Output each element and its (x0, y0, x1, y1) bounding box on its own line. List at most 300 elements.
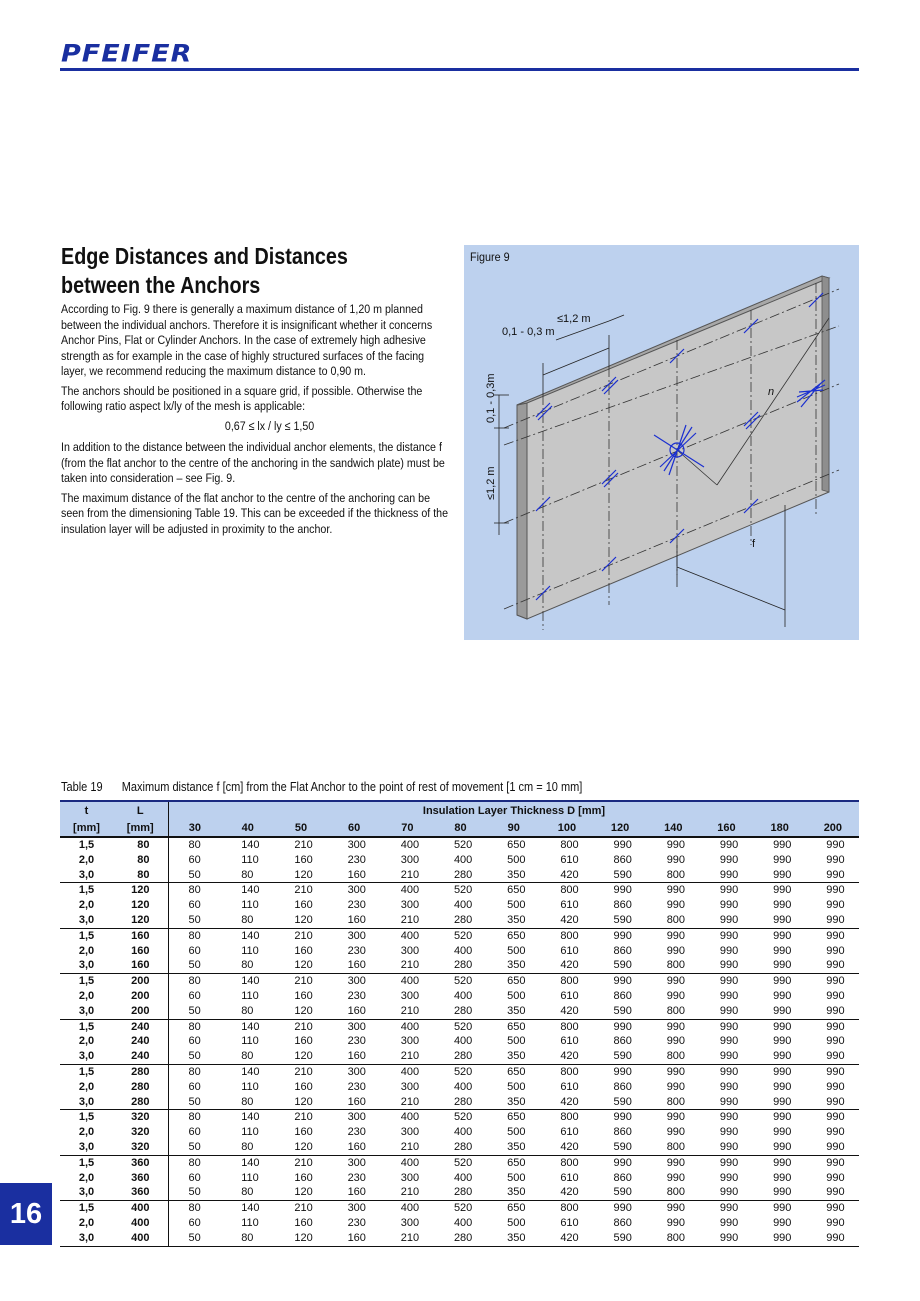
cell-distance-value: 160 (328, 1140, 381, 1155)
cell-length-l: 80 (113, 868, 168, 883)
cell-distance-value: 990 (666, 1202, 686, 1215)
cell-distance-value: 280 (434, 1185, 487, 1200)
cell-distance-value: 120 (274, 958, 327, 973)
cell-distance-value: 400 (400, 1156, 420, 1169)
table-number: Table 19 (61, 780, 103, 794)
cell-distance-value: 500 (507, 989, 526, 1002)
cell-distance-value: 60 (188, 1171, 201, 1184)
cell-distance-value: 610 (560, 899, 579, 912)
cell-distance-value: 990 (666, 884, 686, 897)
label-edge-distance-top: 0,1 - 0,3 m (502, 326, 555, 338)
section-title-line2: between the Anchors (61, 272, 261, 298)
cell-distance-value: 990 (666, 1065, 686, 1078)
table-row (60, 913, 859, 928)
cell-distance-value: 60 (188, 944, 201, 957)
cell-distance-value: 160 (328, 1185, 381, 1200)
cell-distance-value: 860 (613, 1035, 632, 1048)
cell-distance-value: 990 (773, 929, 792, 942)
cell-distance-value: 990 (826, 899, 845, 912)
cell-distance-value: 990 (753, 1095, 806, 1110)
cell-distance-value: 50 (168, 1004, 221, 1019)
cell-distance-value: 990 (613, 1156, 632, 1169)
cell-distance-value: 500 (507, 1216, 526, 1229)
insulation-thickness-header: 120 (594, 819, 647, 837)
cell-distance-value: 990 (719, 1171, 739, 1184)
cell-distance-value: 650 (507, 839, 526, 851)
cell-thickness-t: 2,0 (78, 944, 95, 957)
cell-distance-value: 60 (188, 1126, 201, 1139)
cell-distance-value: 990 (826, 1171, 845, 1184)
cell-distance-value: 990 (700, 1231, 753, 1246)
cell-distance-value: 590 (594, 1095, 647, 1110)
cell-thickness-t: 2,0 (78, 1126, 95, 1139)
cell-distance-value: 990 (719, 884, 739, 897)
cell-distance-value: 60 (188, 1035, 201, 1048)
cell-distance-value: 990 (719, 929, 739, 942)
cell-distance-value: 230 (347, 1216, 366, 1229)
cell-distance-value: 110 (241, 1126, 259, 1139)
cell-distance-value: 160 (328, 913, 381, 928)
page-number: 16 (0, 1183, 52, 1245)
table-row (60, 1110, 859, 1125)
table-row (60, 1140, 859, 1155)
cell-distance-value: 990 (719, 1065, 739, 1078)
cell-distance-value: 990 (613, 1020, 632, 1033)
cell-distance-value: 300 (347, 1156, 366, 1169)
table-row (60, 868, 859, 883)
cell-distance-value: 990 (773, 853, 792, 866)
cell-distance-value: 990 (666, 944, 686, 957)
cell-thickness-t: 2,0 (78, 1080, 95, 1093)
cell-distance-value: 590 (594, 913, 647, 928)
cell-distance-value: 610 (560, 1216, 579, 1229)
cell-distance-value: 500 (507, 944, 526, 957)
cell-length-l: 280 (113, 1064, 168, 1079)
cell-distance-value: 120 (274, 1004, 327, 1019)
cell-distance-value: 120 (274, 1140, 327, 1155)
cell-distance-value: 300 (347, 884, 366, 897)
cell-length-l: 120 (113, 883, 168, 898)
cell-distance-value: 860 (613, 1171, 632, 1184)
cell-distance-value: 990 (753, 958, 806, 973)
cell-distance-value: 210 (381, 1049, 434, 1064)
cell-distance-value: 990 (806, 1004, 859, 1019)
cell-distance-value: 140 (241, 884, 260, 897)
cell-distance-value: 990 (666, 929, 686, 942)
cell-distance-value: 520 (453, 1020, 473, 1033)
cell-distance-value: 80 (188, 1202, 201, 1215)
pfeifer-logo: PFEIFER (61, 40, 193, 68)
label-edge-distance-left: 0,1 - 0,3m (485, 373, 497, 423)
table-row (60, 974, 859, 989)
cell-distance-value: 160 (294, 1171, 313, 1184)
cell-distance-value: 80 (221, 1140, 274, 1155)
cell-distance-value: 210 (381, 1185, 434, 1200)
insulation-thickness-header: 70 (381, 819, 434, 837)
cell-distance-value: 800 (560, 1156, 579, 1169)
cell-distance-value: 300 (400, 989, 420, 1002)
cell-distance-value: 990 (666, 1156, 686, 1169)
cell-distance-value: 280 (434, 913, 487, 928)
cell-distance-value: 990 (773, 1065, 792, 1078)
cell-length-l: 240 (113, 1034, 168, 1049)
label-f: f (752, 538, 756, 550)
cell-distance-value: 610 (560, 989, 579, 1002)
cell-distance-value: 300 (400, 853, 420, 866)
cell-distance-value: 300 (400, 1080, 420, 1093)
cell-distance-value: 400 (453, 899, 473, 912)
cell-length-l: 120 (113, 913, 168, 928)
cell-distance-value: 50 (168, 1049, 221, 1064)
cell-distance-value: 520 (453, 1111, 473, 1124)
cell-distance-value: 400 (453, 853, 473, 866)
cell-distance-value: 990 (753, 868, 806, 883)
cell-distance-value: 990 (826, 1065, 845, 1078)
table-row (60, 928, 859, 943)
cell-distance-value: 990 (613, 884, 632, 897)
cell-thickness-t: 3,0 (60, 1140, 113, 1155)
cell-thickness-t: 2,0 (78, 853, 95, 866)
cell-distance-value: 990 (613, 839, 632, 851)
cell-distance-value: 650 (507, 929, 526, 942)
table-header-row-1 (60, 801, 859, 819)
cell-distance-value: 50 (168, 958, 221, 973)
cell-distance-value: 990 (773, 1035, 792, 1048)
table-row (60, 989, 859, 1004)
cell-distance-value: 990 (719, 853, 739, 866)
table-row (60, 958, 859, 973)
cell-distance-value: 110 (241, 989, 259, 1002)
cell-distance-value: 990 (806, 913, 859, 928)
insulation-thickness-header: 60 (328, 819, 381, 837)
cell-distance-value: 800 (560, 839, 579, 851)
cell-distance-value: 650 (507, 1065, 526, 1078)
panel-edge-left (517, 403, 527, 619)
paragraph-1: According to Fig. 9 there is generally a maximum distance of 1,20 m planned between the individual anchors. Therefore it is insignificant whether it concerns Anchor Pins, Flat or Cylinder Anchors. In the case of extremely high adhesive strength as for example in the case of highly structured surfaces of the facing layer, we recommend reducing the maximum distance to 0,90 m. (61, 302, 433, 378)
cell-distance-value: 210 (294, 884, 313, 897)
cell-distance-value: 420 (540, 1231, 593, 1246)
cell-distance-value: 160 (328, 1004, 381, 1019)
cell-distance-value: 400 (400, 1065, 420, 1078)
cell-distance-value: 210 (294, 1202, 313, 1215)
distance-table (60, 800, 859, 1247)
table-row (60, 1019, 859, 1034)
cell-distance-value: 990 (773, 1020, 792, 1033)
cell-distance-value: 590 (594, 1140, 647, 1155)
cell-distance-value: 990 (700, 958, 753, 973)
cell-distance-value: 990 (826, 1020, 845, 1033)
cell-distance-value: 520 (453, 1202, 473, 1215)
cell-distance-value: 990 (773, 899, 792, 912)
cell-distance-value: 420 (540, 1185, 593, 1200)
cell-distance-value: 350 (487, 1095, 540, 1110)
cell-distance-value: 140 (241, 1202, 260, 1215)
cell-distance-value: 990 (826, 1216, 845, 1229)
cell-distance-value: 400 (453, 1216, 473, 1229)
cell-distance-value: 990 (700, 913, 753, 928)
table-row (60, 1004, 859, 1019)
table-row (60, 1080, 859, 1095)
cell-distance-value: 800 (560, 929, 579, 942)
cell-thickness-t: 1,5 (78, 1156, 95, 1169)
cell-distance-value: 650 (507, 1020, 526, 1033)
cell-length-l: 400 (113, 1201, 168, 1216)
cell-distance-value: 400 (453, 1035, 473, 1048)
table-row (60, 1064, 859, 1079)
cell-distance-value: 160 (328, 1049, 381, 1064)
cell-distance-value: 990 (806, 1185, 859, 1200)
cell-distance-value: 120 (274, 1185, 327, 1200)
cell-distance-value: 280 (434, 1095, 487, 1110)
cell-distance-value: 160 (294, 944, 313, 957)
panel-edge-right (822, 276, 829, 492)
table-row (60, 1095, 859, 1110)
cell-distance-value: 990 (826, 1035, 845, 1048)
sandwich-panel-diagram (464, 245, 859, 640)
cell-distance-value: 230 (347, 1035, 366, 1048)
cell-distance-value: 420 (540, 958, 593, 973)
cell-distance-value: 420 (540, 1095, 593, 1110)
insulation-group-header: Insulation Layer Thickness D [mm] (168, 801, 859, 819)
label-max-distance-top: ≤1,2 m (557, 313, 591, 325)
cell-distance-value: 500 (507, 899, 526, 912)
cell-distance-value: 650 (507, 1156, 526, 1169)
cell-distance-value: 800 (647, 958, 700, 973)
cell-distance-value: 110 (241, 853, 259, 866)
cell-distance-value: 140 (241, 1020, 260, 1033)
cell-thickness-t: 2,0 (78, 1171, 95, 1184)
table-row (60, 898, 859, 913)
cell-distance-value: 300 (347, 1111, 366, 1124)
cell-distance-value: 990 (666, 989, 686, 1002)
cell-distance-value: 500 (507, 1171, 526, 1184)
cell-distance-value: 120 (274, 1231, 327, 1246)
table-row (60, 1049, 859, 1064)
cell-distance-value: 300 (400, 1126, 420, 1139)
cell-distance-value: 990 (806, 1049, 859, 1064)
cell-distance-value: 990 (666, 899, 686, 912)
cell-distance-value: 160 (294, 1126, 313, 1139)
cell-length-l: 240 (113, 1019, 168, 1034)
cell-distance-value: 280 (434, 1004, 487, 1019)
cell-distance-value: 400 (400, 975, 420, 988)
cell-distance-value: 210 (294, 1156, 313, 1169)
cell-distance-value: 610 (560, 1126, 579, 1139)
cell-distance-value: 80 (221, 1004, 274, 1019)
cell-length-l: 320 (113, 1110, 168, 1125)
cell-distance-value: 280 (434, 868, 487, 883)
cell-distance-value: 60 (188, 1216, 201, 1229)
cell-distance-value: 230 (347, 1171, 366, 1184)
cell-distance-value: 60 (188, 853, 201, 866)
cell-distance-value: 590 (594, 1231, 647, 1246)
cell-distance-value: 650 (507, 975, 526, 988)
cell-distance-value: 990 (826, 1111, 845, 1124)
paragraph-3: In addition to the distance between the individual anchor elements, the distance f (from the flat anchor to the centre of the anchoring in the sandwich plate) must be taken into consideration – see Fig. 9. (61, 440, 445, 485)
cell-distance-value: 520 (453, 975, 473, 988)
cell-distance-value: 60 (188, 899, 201, 912)
cell-distance-value: 990 (613, 1202, 632, 1215)
cell-distance-value: 280 (434, 1231, 487, 1246)
insulation-thickness-header: 80 (434, 819, 487, 837)
cell-thickness-t: 2,0 (78, 1216, 95, 1229)
cell-distance-value: 160 (328, 1231, 381, 1246)
cell-distance-value: 120 (274, 1049, 327, 1064)
cell-distance-value: 990 (826, 989, 845, 1002)
cell-thickness-t: 3,0 (60, 1185, 113, 1200)
cell-distance-value: 990 (719, 1216, 739, 1229)
cell-distance-value: 800 (560, 1020, 579, 1033)
cell-distance-value: 160 (328, 868, 381, 883)
cell-length-l: 320 (113, 1140, 168, 1155)
cell-distance-value: 500 (507, 853, 526, 866)
paragraph-4: The maximum distance of the flat anchor to the centre of the anchoring can be seen from the dimensioning Table 19. This can be exceeded if the thickness of the insulation layer will be adjusted in proximity to the anchor. (61, 490, 449, 536)
cell-distance-value: 990 (700, 1185, 753, 1200)
table-title: Maximum distance f [cm] from the Flat Anchor to the point of rest of movement [1 cm = 10 mm] (121, 780, 583, 794)
cell-distance-value: 990 (719, 1126, 739, 1139)
cell-distance-value: 210 (381, 958, 434, 973)
cell-length-l: 200 (113, 989, 168, 1004)
cell-distance-value: 50 (168, 913, 221, 928)
cell-distance-value: 350 (487, 868, 540, 883)
cell-distance-value: 990 (826, 1080, 845, 1093)
cell-distance-value: 590 (594, 1185, 647, 1200)
table-row (60, 1185, 859, 1200)
cell-distance-value: 80 (221, 868, 274, 883)
cell-distance-value: 400 (453, 989, 473, 1002)
cell-distance-value: 990 (719, 1020, 739, 1033)
cell-distance-value: 800 (647, 1004, 700, 1019)
cell-distance-value: 400 (400, 884, 420, 897)
cell-distance-value: 500 (507, 1126, 526, 1139)
cell-distance-value: 280 (434, 958, 487, 973)
cell-distance-value: 400 (453, 1171, 473, 1184)
cell-distance-value: 590 (594, 958, 647, 973)
cell-distance-value: 300 (400, 1035, 420, 1048)
cell-distance-value: 400 (400, 839, 420, 851)
cell-distance-value: 300 (347, 929, 366, 942)
cell-distance-value: 350 (487, 1231, 540, 1246)
figure-caption: Figure 9 (470, 250, 510, 264)
cell-distance-value: 80 (221, 1185, 274, 1200)
cell-distance-value: 80 (221, 913, 274, 928)
table-row (60, 1201, 859, 1216)
cell-length-l: 80 (113, 853, 168, 868)
cell-distance-value: 110 (241, 899, 259, 912)
cell-distance-value: 990 (773, 884, 792, 897)
col-t-unit: [mm] (60, 819, 113, 837)
cell-distance-value: 80 (188, 884, 201, 897)
cell-distance-value: 300 (347, 1020, 366, 1033)
cell-distance-value: 990 (826, 1126, 845, 1139)
cell-distance-value: 990 (806, 1231, 859, 1246)
cell-distance-value: 990 (806, 958, 859, 973)
cell-distance-value: 120 (274, 913, 327, 928)
cell-distance-value: 350 (487, 1140, 540, 1155)
cell-thickness-t: 1,5 (78, 1111, 95, 1124)
cell-distance-value: 230 (347, 899, 366, 912)
cell-length-l: 360 (113, 1171, 168, 1186)
cell-distance-value: 520 (453, 884, 473, 897)
col-t-header: t (60, 801, 113, 819)
cell-distance-value: 110 (241, 1171, 259, 1184)
cell-distance-value: 50 (168, 1231, 221, 1246)
insulation-thickness-header: 200 (806, 819, 859, 837)
cell-distance-value: 500 (507, 1080, 526, 1093)
cell-distance-value: 110 (241, 1216, 259, 1229)
cell-distance-value: 860 (613, 944, 632, 957)
insulation-thickness-header: 50 (274, 819, 327, 837)
cell-distance-value: 230 (347, 853, 366, 866)
cell-length-l: 160 (113, 958, 168, 973)
cell-thickness-t: 2,0 (78, 989, 95, 1002)
cell-length-l: 200 (113, 1004, 168, 1019)
cell-distance-value: 990 (700, 868, 753, 883)
cell-distance-value: 990 (806, 1095, 859, 1110)
cell-length-l: 160 (113, 944, 168, 959)
cell-distance-value: 990 (613, 1111, 632, 1124)
cell-distance-value: 520 (453, 929, 473, 942)
cell-distance-value: 350 (487, 1185, 540, 1200)
cell-distance-value: 420 (540, 1049, 593, 1064)
table-row (60, 1216, 859, 1231)
cell-distance-value: 990 (719, 944, 739, 957)
cell-distance-value: 990 (719, 899, 739, 912)
insulation-thickness-header: 30 (168, 819, 221, 837)
cell-distance-value: 350 (487, 958, 540, 973)
cell-distance-value: 990 (700, 1004, 753, 1019)
cell-distance-value: 860 (613, 989, 632, 1002)
cell-distance-value: 160 (328, 958, 381, 973)
cell-distance-value: 160 (294, 899, 313, 912)
cell-distance-value: 110 (241, 944, 259, 957)
cell-distance-value: 210 (294, 839, 313, 851)
cell-distance-value: 120 (274, 1095, 327, 1110)
cell-distance-value: 990 (773, 944, 792, 957)
cell-distance-value: 990 (773, 975, 792, 988)
cell-distance-value: 990 (753, 1185, 806, 1200)
cell-distance-value: 990 (719, 1202, 739, 1215)
cell-distance-value: 860 (613, 899, 632, 912)
cell-length-l: 200 (113, 974, 168, 989)
cell-distance-value: 400 (400, 1202, 420, 1215)
cell-distance-value: 300 (347, 975, 366, 988)
cell-distance-value: 140 (241, 1156, 260, 1169)
cell-distance-value: 400 (453, 1126, 473, 1139)
cell-length-l: 400 (113, 1216, 168, 1231)
cell-distance-value: 990 (826, 1202, 845, 1215)
cell-distance-value: 520 (453, 1065, 473, 1078)
cell-distance-value: 160 (328, 1095, 381, 1110)
cell-distance-value: 230 (347, 1126, 366, 1139)
cell-distance-value: 140 (241, 839, 260, 851)
cell-distance-value: 990 (719, 1035, 739, 1048)
table-body (60, 837, 859, 1246)
table-row (60, 1171, 859, 1186)
cell-distance-value: 800 (647, 913, 700, 928)
cell-distance-value: 140 (241, 929, 260, 942)
cell-distance-value: 210 (294, 1111, 313, 1124)
cell-distance-value: 400 (400, 1111, 420, 1124)
cell-distance-value: 80 (221, 1231, 274, 1246)
cell-distance-value: 210 (381, 1231, 434, 1246)
cell-distance-value: 60 (188, 1080, 201, 1093)
cell-distance-value: 420 (540, 868, 593, 883)
cell-distance-value: 140 (241, 1065, 260, 1078)
cell-distance-value: 160 (294, 853, 313, 866)
cell-distance-value: 990 (719, 1156, 739, 1169)
cell-distance-value: 210 (294, 975, 313, 988)
